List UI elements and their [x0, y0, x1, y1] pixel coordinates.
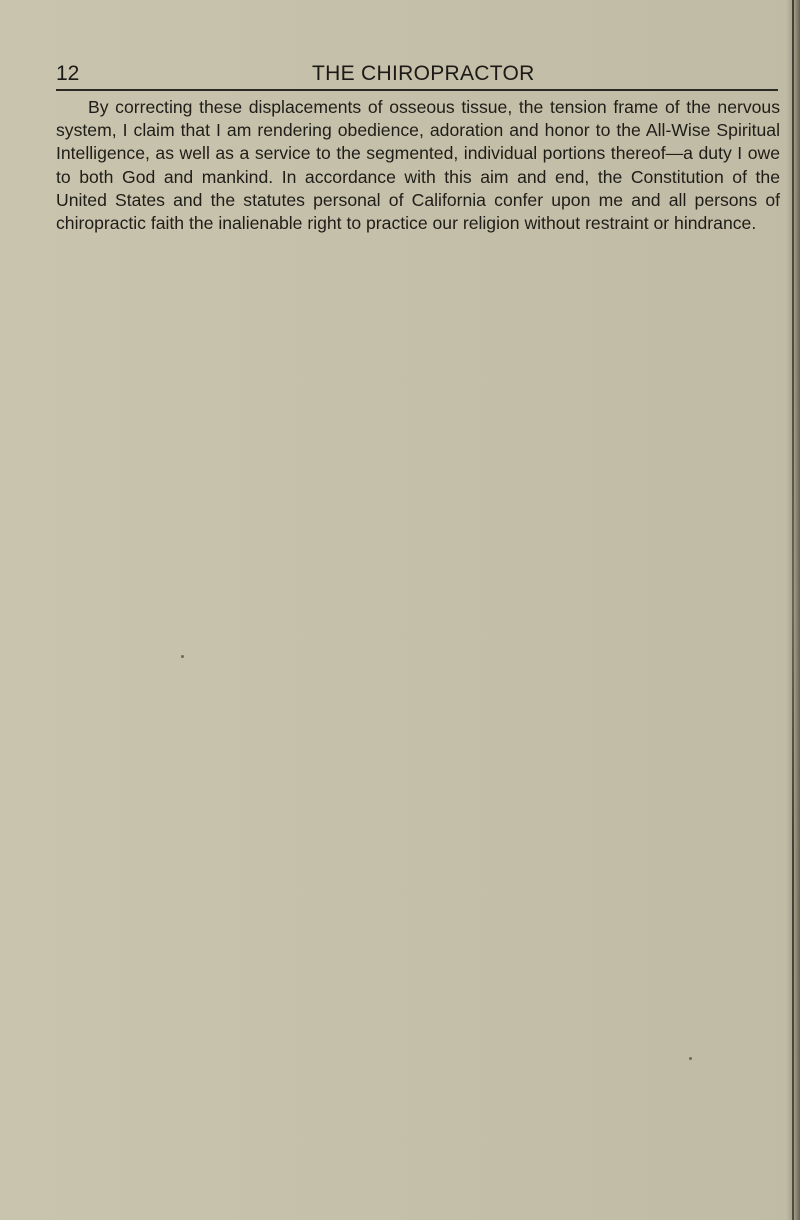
paper-speck [689, 1057, 692, 1060]
page-number: 12 [56, 62, 80, 85]
running-head: THE CHIROPRACTOR [312, 62, 535, 85]
header-rule [56, 89, 778, 91]
body-paragraph: By correcting these displacements of osseous tissue, the tension frame of the nervous system, I claim that I am rendering obedience, adoration and honor to the All-Wise Spiritual Intelligence, as well as a service to the segmented, individual portions thereof—a duty I owe to both God and mankind. In accordance with this aim and end, the Constitution of the United States and the statutes personal of California confer upon me and all persons of chiropractic faith the inalienable right to practice our religion without restraint or hindrance. [56, 97, 780, 234]
page-edge-line [792, 0, 794, 1220]
page-header [56, 62, 780, 90]
paper-speck [181, 655, 184, 658]
